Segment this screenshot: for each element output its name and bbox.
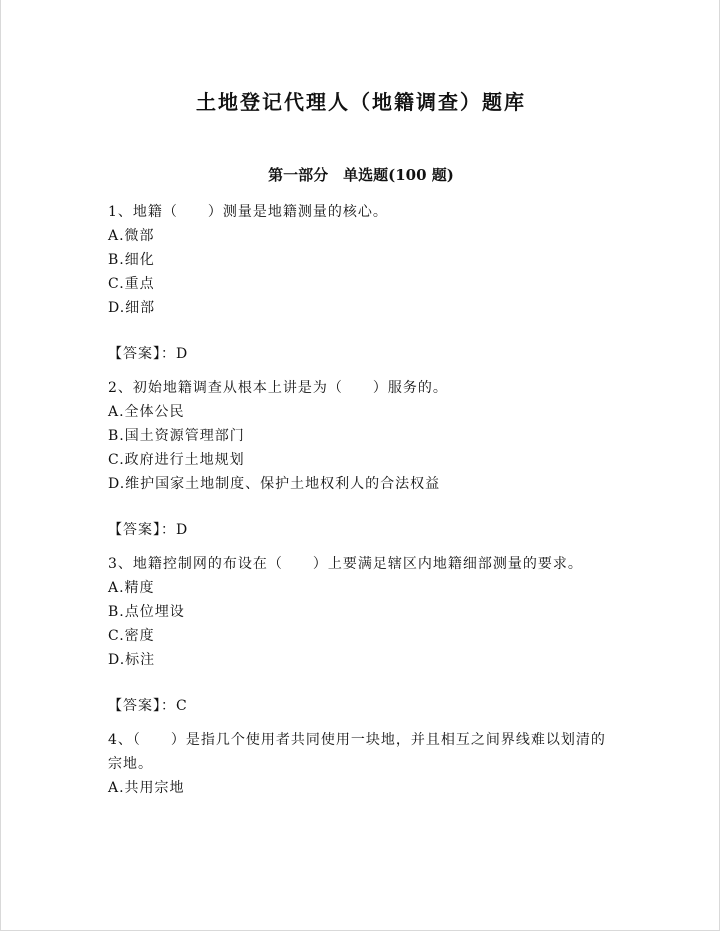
option-b: B.国土资源管理部门 xyxy=(108,428,245,444)
question-stem: 3、地籍控制网的布设在（ ）上要满足辖区内地籍细部测量的要求。 xyxy=(108,556,583,572)
answer-value: D xyxy=(176,346,189,362)
question-3 xyxy=(108,552,613,718)
answer-line xyxy=(108,342,613,366)
option-d: D.维护国家土地制度、保护土地权利人的合法权益 xyxy=(108,476,441,492)
document-title: 土地登记代理人（地籍调查）题库 xyxy=(196,90,526,114)
answer-value: C xyxy=(176,698,188,714)
option-a: A.精度 xyxy=(108,580,155,596)
question-list xyxy=(108,200,613,800)
answer-line xyxy=(108,694,613,718)
section-title: 第一部分 单选题(100 题) xyxy=(268,166,454,184)
option-b: B.细化 xyxy=(108,252,155,268)
option-a: A.微部 xyxy=(108,228,155,244)
answer-line xyxy=(108,518,613,542)
option-c: C.重点 xyxy=(108,276,155,292)
answer-label: 【答案】： xyxy=(108,346,176,362)
option-c: C.密度 xyxy=(108,628,155,644)
question-4 xyxy=(108,728,613,800)
option-c: C.政府进行土地规划 xyxy=(108,452,245,468)
answer-label: 【答案】： xyxy=(108,698,176,714)
option-d: D.细部 xyxy=(108,300,156,316)
option-d: D.标注 xyxy=(108,652,156,668)
question-stem: 2、初始地籍调查从根本上讲是为（ ）服务的。 xyxy=(108,380,448,396)
answer-value: D xyxy=(176,522,189,538)
question-2 xyxy=(108,376,613,542)
question-stem: 1、地籍（ ）测量是地籍测量的核心。 xyxy=(108,204,388,220)
question-stem: 4、（ ）是指几个使用者共同使用一块地，并且相互之间界线难以划清的宗地。 xyxy=(108,732,606,772)
option-a: A.全体公民 xyxy=(108,404,185,420)
option-a: A.共用宗地 xyxy=(108,780,185,796)
option-b: B.点位埋设 xyxy=(108,604,185,620)
question-1 xyxy=(108,200,613,366)
answer-label: 【答案】： xyxy=(108,522,176,538)
